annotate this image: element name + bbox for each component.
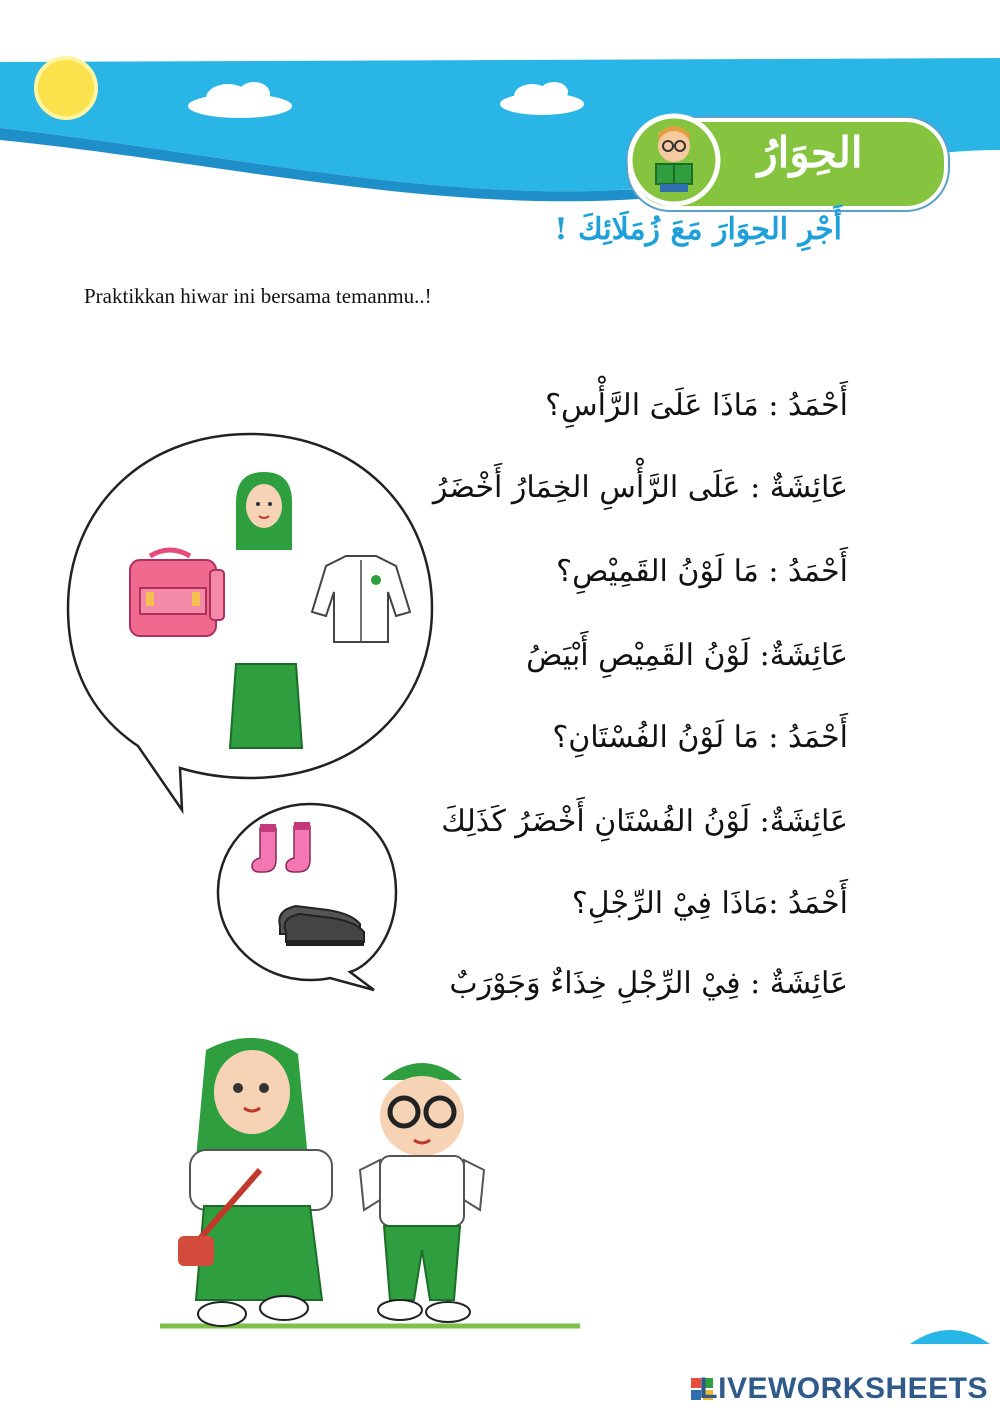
dialogue-line: أَحْمَدُ : مَا لَوْنُ القَمِيْصِ؟ [556, 554, 848, 589]
dialogue-line: أَحْمَدُ :مَاذَا فِيْ الرِّجْلِ؟ [571, 886, 848, 921]
dialogue-line: عَائِشَةٌ: لَوْنُ الفُسْتَانِ أَخْضَرُ كَذَلِكَ [441, 804, 848, 839]
sun-icon [36, 58, 96, 118]
page-title: الحِوَارُ [757, 128, 863, 177]
dialogue-line: عَائِشَةٌ: لَوْنُ القَمِيْصِ أَبْيَضُ [526, 638, 848, 673]
girl-character [178, 1038, 332, 1326]
dialogue-line: عَائِشَةٌ : عَلَى الرَّأْسِ الخِمَارُ أَخْضَرُ [432, 470, 848, 505]
backpack-icon [130, 550, 224, 636]
subtitle: أَجْرِ الحِوَارَ مَعَ زُمَلَائِكَ ! [554, 212, 842, 247]
hijab-icon [236, 472, 292, 550]
boy-character [360, 1063, 484, 1322]
dialogue-line: عَائِشَةٌ : فِيْ الرِّجْلِ خِذَاءٌ وَجَوْرَبٌ [449, 966, 848, 1001]
characters-illustration [160, 1030, 580, 1340]
reading-boy-icon [626, 112, 722, 208]
dialogue-line: أَحْمَدُ : مَاذَا عَلَىَ الرَّأْسِ؟ [545, 388, 848, 423]
footer-brand[interactable]: LIVEWORKSHEETS [699, 1372, 988, 1405]
dialogue-line: أَحْمَدُ : مَا لَوْنُ الفُسْتَانِ؟ [552, 720, 848, 755]
decorative-arc [910, 1324, 990, 1344]
instruction-text: Praktikkan hiwar ini bersama temanmu..! [84, 284, 432, 308]
